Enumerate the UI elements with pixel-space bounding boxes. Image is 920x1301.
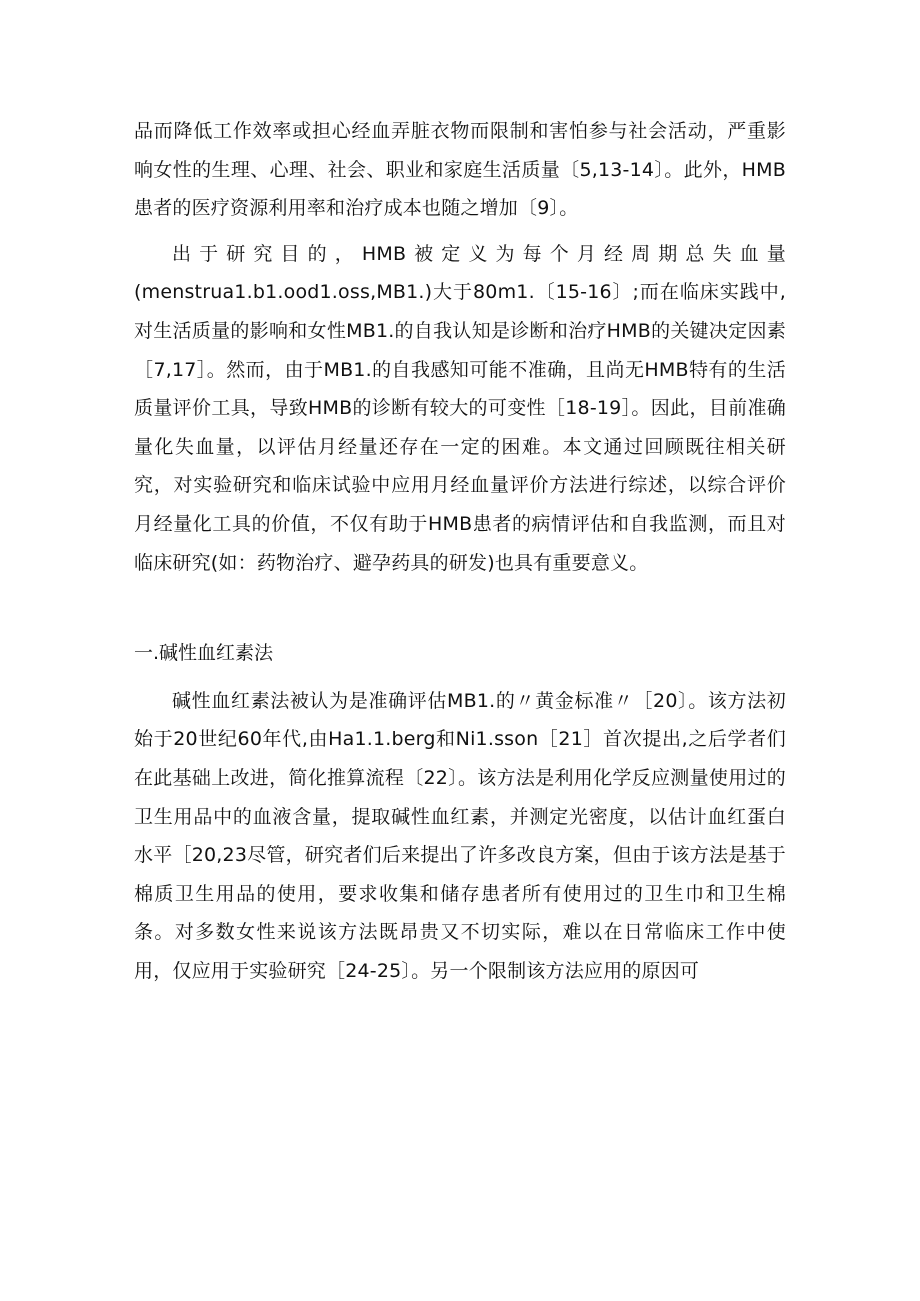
paragraph-hmb-definition: 出于研究目的，HMB被定义为每个月经周期总失血量(menstrua1.b1.ood1.oss,MB1.)大于80m1.〔15-16〕;而在临床实践中,对生活质量的影响和女性MB1.的自我认知是诊断和治疗HMB的关键决定因素［7,17］。然而，由于MB1.的自我感知可能不准确，且尚无HMB特有的生活质量评价工具，导致HMB的诊断有较大的可变性［18-19］。因此，目前准确量化失血量，以评估月经量还存在一定的困难。本文通过回顾既往相关研究，对实验研究和临床试验中应用月经血量评价方法进行综述，以综合评价月经量化工具的价值，不仅有助于HMB患者的病情评估和自我监测，而且对临床研究(如：药物治疗、避孕药具的研发)也具有重要意义。 bbox=[134, 242, 786, 574]
paragraph-alkaline-hematin: 碱性血红素法被认为是准确评估MB1.的〃黄金标准〃［20〕。该方法初始于20世纪60年代,由Ha1.1.berg和Ni1.sson［21］首次提出,之后学者们在此基础上改进，简化推算流程〔22〕。该方法是利用化学反应测量使用过的卫生用品中的血液含量，提取碱性血红素，并测定光密度，以估计血红蛋白水平［20,23尽管，研究者们后来提出了许多改良方案，但由于该方法是基于棉质卫生用品的使用，要求收集和储存患者所有使用过的卫生巾和卫生棉条。对多数女性来说该方法既昂贵又不切实际，难以在日常临床工作中使用，仅应用于实验研究［24-25〕。另一个限制该方法应用的原因可 bbox=[134, 689, 786, 982]
paragraph-continuation: 品而降低工作效率或担心经血弄脏衣物而限制和害怕参与社会活动，严重影响女性的生理、心理、社会、职业和家庭生活质量〔5,13-14〕。此外，HMB患者的医疗资源利用率和治疗成本也随之增加〔9〕。 bbox=[134, 120, 786, 220]
section-heading: 一.碱性血红素法 bbox=[134, 642, 274, 665]
